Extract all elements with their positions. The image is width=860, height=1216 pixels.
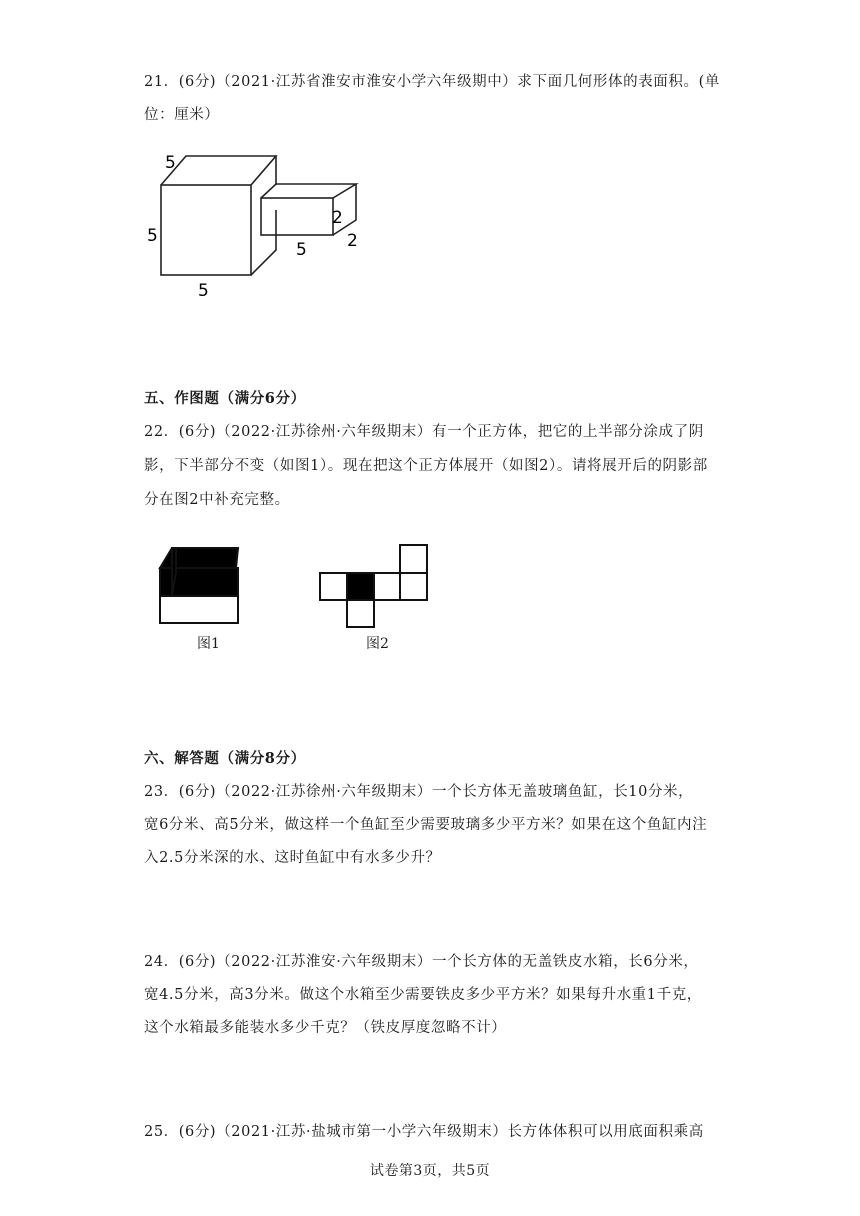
page-footer: 试卷第3页，共5页 [369, 1163, 491, 1179]
net-square-bottom [347, 600, 374, 627]
dim-cube-top: 5 [165, 153, 176, 173]
net-square-row-1 [320, 573, 347, 600]
q22-figure2-net [318, 543, 438, 633]
prism-front-face [261, 198, 333, 235]
fig2-caption: 图2 [366, 636, 389, 652]
q24-text-line1: 24．(6分)（2022·江苏淮安·六年级期末）一个长方体的无盖铁皮水箱，长6分米， [144, 954, 699, 970]
q23-text-line2: 宽6分米、高5分米，做这样一个鱼缸至少需要玻璃多少平方米？如果在这个鱼缸内注 [144, 817, 708, 833]
dim-prism-front: 2 [332, 208, 343, 228]
q22-text-line1: 22．(6分)（2022·江苏徐州·六年级期末）有一个正方体，把它的上半部分涂成了阴 [144, 424, 704, 440]
q24-text-line3: 这个水箱最多能装水多少千克？（铁皮厚度忽略不计） [144, 1020, 507, 1036]
q22-text-line2: 影，下半部分不变（如图1）。现在把这个正方体展开（如图2）。请将展开后的阴影部 [144, 458, 708, 474]
dim-cube-bottom: 5 [198, 281, 209, 301]
section6-title: 六、解答题（满分8分） [144, 750, 306, 767]
dim-cube-left: 5 [147, 226, 158, 246]
q25-text-line1: 25．(6分)（2021·江苏·盐城市第一小学六年级期末）长方体体积可以用底面积乘高 [144, 1124, 704, 1140]
q22-text-line3: 分在图2中补充完整。 [144, 492, 290, 508]
fig1-caption: 图1 [197, 636, 220, 652]
net-square-row-4 [400, 573, 427, 600]
cube-front-face [161, 185, 251, 275]
q22-figure1-cube [158, 544, 248, 634]
net-square-row-3 [374, 573, 400, 600]
net-square-top-right [400, 545, 427, 573]
cube-top-face [161, 156, 276, 185]
q24-text-line2: 宽4.5分米，高3分米。做这个水箱至少需要铁皮多少平方米？如果每升水重1千克， [144, 987, 702, 1003]
section5-title: 五、作图题（满分6分） [144, 390, 306, 407]
q21-text-line2: 位：厘米） [144, 107, 220, 123]
dim-prism-bottom: 5 [296, 240, 307, 260]
cube1-front-lower [160, 596, 238, 623]
q21-figure [140, 148, 400, 308]
dim-prism-right: 2 [347, 231, 358, 251]
q23-text-line1: 23．(6分)（2022·江苏徐州·六年级期末）一个长方体无盖玻璃鱼缸，长10分米， [144, 784, 694, 800]
q21-text-line1: 21．(6分)（2021·江苏省淮安市淮安小学六年级期中）求下面几何形体的表面积。(单 [144, 74, 720, 90]
prism-top-face [261, 184, 356, 198]
net-square-row-2-shaded [347, 573, 374, 600]
q23-text-line3: 入2.5分米深的水、这时鱼缸中有水多少升？ [144, 850, 441, 866]
